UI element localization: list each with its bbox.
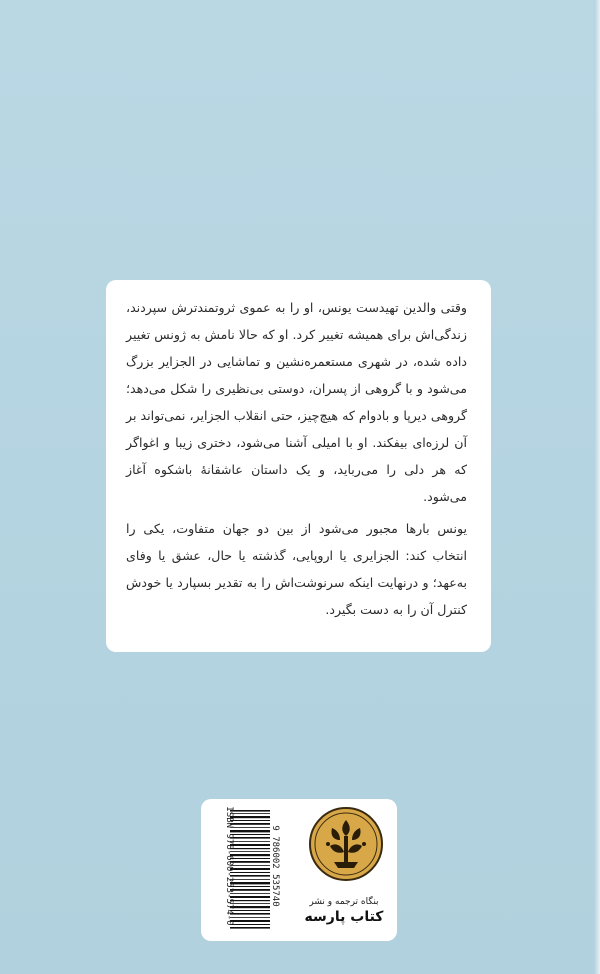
publisher-tagline: بنگاه ترجمه و نشر [309, 897, 379, 907]
isbn-text: ISBN 978-600-253-574-0 [224, 806, 234, 926]
blurb-card [106, 280, 491, 652]
barcode-digits: 9 786002 535740 [270, 825, 280, 907]
blurb-paragraph-1: وقتی والدین تهیدست یونس، او را به عموی ثروتمندترش سپردند، زندگی‌اش برای همیشه تغییر کرد. او که حالا نامش به ژونس تغییر داده شده، در شهری مستعمره‌نشین و تماشایی در الجزایر بزرگ می‌شود و با گروهی از پسران، دوستی بی‌نظیری را شکل می‌دهد؛ گروهی دیرپا و بادوام که هیچ‌چیز، حتی انقلاب الجزایر، نمی‌تواند بر آن لرزه‌ای بیفکند. او با امیلی آشنا می‌شود، دختری زیبا و اغواگر که هر دلی را می‌رباید، و یک داستان عاشقانهٔ باشکوه آغاز می‌شود. [126, 300, 467, 504]
publisher-name: کتاب پارسه [304, 909, 384, 925]
blurb-paragraph-2: یونس بارها مجبور می‌شود از بین دو جهان متفاوت، یکی را انتخاب کند: الجزایری یا اروپایی، گذشته یا حال، عشق یا وفای به‌عهد؛ و درنهایت اینکه سرنوشت‌اش را به تقدیر بسپارد یا خودش کنترل آن را به دست بگیرد. [126, 521, 467, 617]
publisher-logo [294, 896, 394, 926]
cover-edge [594, 0, 600, 974]
publisher-emblem-icon [308, 806, 384, 882]
